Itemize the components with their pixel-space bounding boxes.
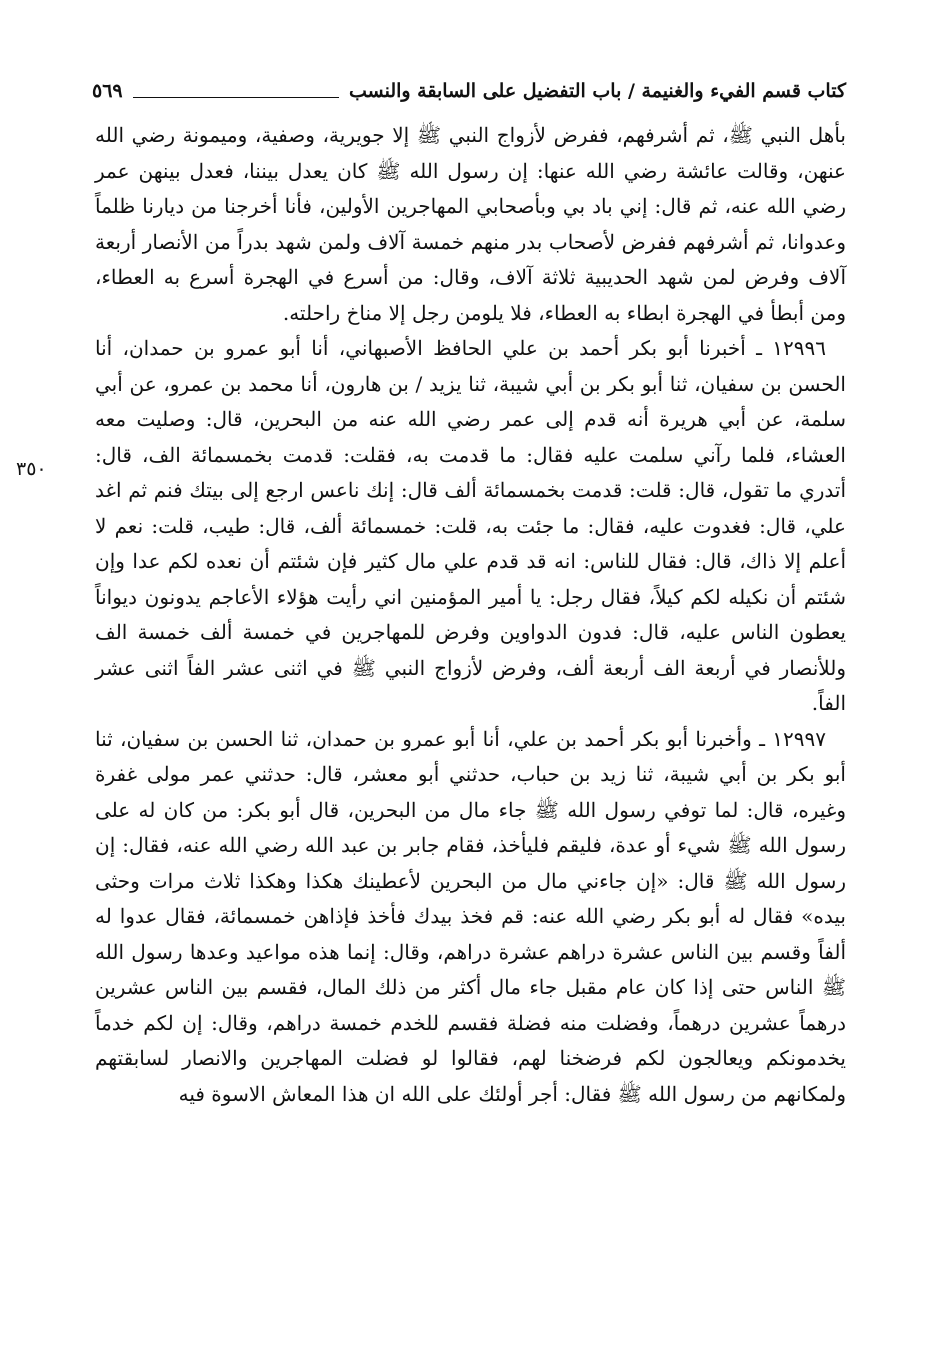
paragraph-hadith-12997: ١٢٩٩٧ ـ وأخبرنا أبو بكر أحمد بن علي، أنا أبو عمرو بن حمدان، ثنا الحسن بن سفيان، ثنا أبو بكر بن أبي شيبة، ثنا زيد بن حباب، حدثني أبو معشر، قال: حدثني عمر مولى غفرة وغيره، قال: لما توفي رسول الله ﷺ جاء مال من البحرين، قال أبو بكر: من كان له على رسول الله ﷺ شيء أو عدة، فليقم فليأخذ، فقام جابر بن عبد الله رضي الله عنه، فقال: إن رسول الله ﷺ قال: «إن جاءني مال من البحرين لأعطينك هكذا وهكذا ثلاث مرات وحثى بيده» فقال له أبو بكر رضي الله عنه: قم فخذ بيدك فأخذ فإذاهن خمسمائة، فقال عدوا له ألفاً وقسم بين الناس عشرة دراهم عشرة دراهم، وقال: إنما هذه مواعيد وعدها رسول الله ﷺ الناس حتى إذا كان عام مقبل جاء مال أكثر من ذلك المال، فقسم بين الناس عشرين درهماً عشرين درهماً، وفضلت منه فضلة فقسم للخدم خمسة دراهم، وقال: إن لكم خدماً يخدمونكم ويعالجون لكم فرضخنا لهم، فقالوا لو فضلت المهاجرين والانصار لسابقتهم ولمكانهم من رسول الله ﷺ فقال: أجر أولئك على الله ان هذا المعاش الاسوة فيه (95, 726, 846, 1106)
paragraph-hadith-12996: ١٢٩٩٦ ـ أخبرنا أبو بكر أحمد بن علي الحافظ الأصبهاني، أنا أبو عمرو بن حمدان، أنا الحسن بن سفيان، ثنا أبو بكر بن أبي شيبة، ثنا يزيد / بن هارون، أنا محمد بن عمرو، عن أبي سلمة، عن أبي هريرة أنه قدم إلى عمر رضي الله عنه من البحرين، قال: وصليت معه العشاء، فلما رآني سلمت عليه فقال: ما قدمت به، فقلت: قدمت بخمسمائة الف، قال: أتدري ما تقول، قال: قلت: قدمت بخمسمائة ألف قال: إنك ناعس ارجع إلى بيتك فنم ثم اغد علي، قال: فغدوت عليه، فقال: ما جئت به، قلت: خمسمائة ألف، قال: طيب، قلت: نعم لا أعلم إلا ذاك، قال: فقال للناس: انه قد قدم علي مال كثير فإن شئتم أن نعده لكم عدا وإن شئتم أن نكيله لكم كيلاً، فقال رجل: يا أمير المؤمنين اني رأيت هؤلاء الأعاجم يدونون ديواناً يعطون الناس عليه، قال: فدون الدواوين وفرض للمهاجرين في خمسة ألف خمسة الف وللأنصار في أربعة الف أربعة ألف، وفرض لأزواج النبي ﷺ في اثنى عشر الفاً اثنى عشر الفاً. (95, 336, 846, 715)
paragraph-continuation: بأهل النبي ﷺ، ثم أشرفهم، ففرض لأزواج النبي ﷺ إلا جويرية، وصفية، وميمونة رضي الله عنهن، وقالت عائشة رضي الله عنها: إن رسول الله ﷺ كان يعدل بيننا، فعدل بينهن عمر رضي الله عنه، ثم قال: إني باد بي وبأصحابي المهاجرين الأولين، فأنا أخرجنا من ديارنا ظلماً وعدوانا، ثم أشرفهم ففرض لأصحاب بدر منهم خمسة آلاف ولمن شهد بدراً من الأنصار أربعة آلاف وفرض لمن شهد الحديبية ثلاثة آلاف، وقال: من أسرع في الهجرة أسرع به العطاء، ومن أبطأ في الهجرة ابطاء به العطاء، فلا يلومن رجل إلا مناخ راحلته. (95, 123, 846, 325)
main-text (95, 118, 846, 1112)
running-header (92, 76, 846, 106)
page-number: ٥٦٩ (92, 80, 123, 102)
margin-page-reference: ٣٥٠ (16, 458, 47, 480)
header-rule (133, 97, 339, 98)
header-title: كتاب قسم الفيء والغنيمة / باب التفضيل على السابقة والنسب (348, 80, 846, 102)
